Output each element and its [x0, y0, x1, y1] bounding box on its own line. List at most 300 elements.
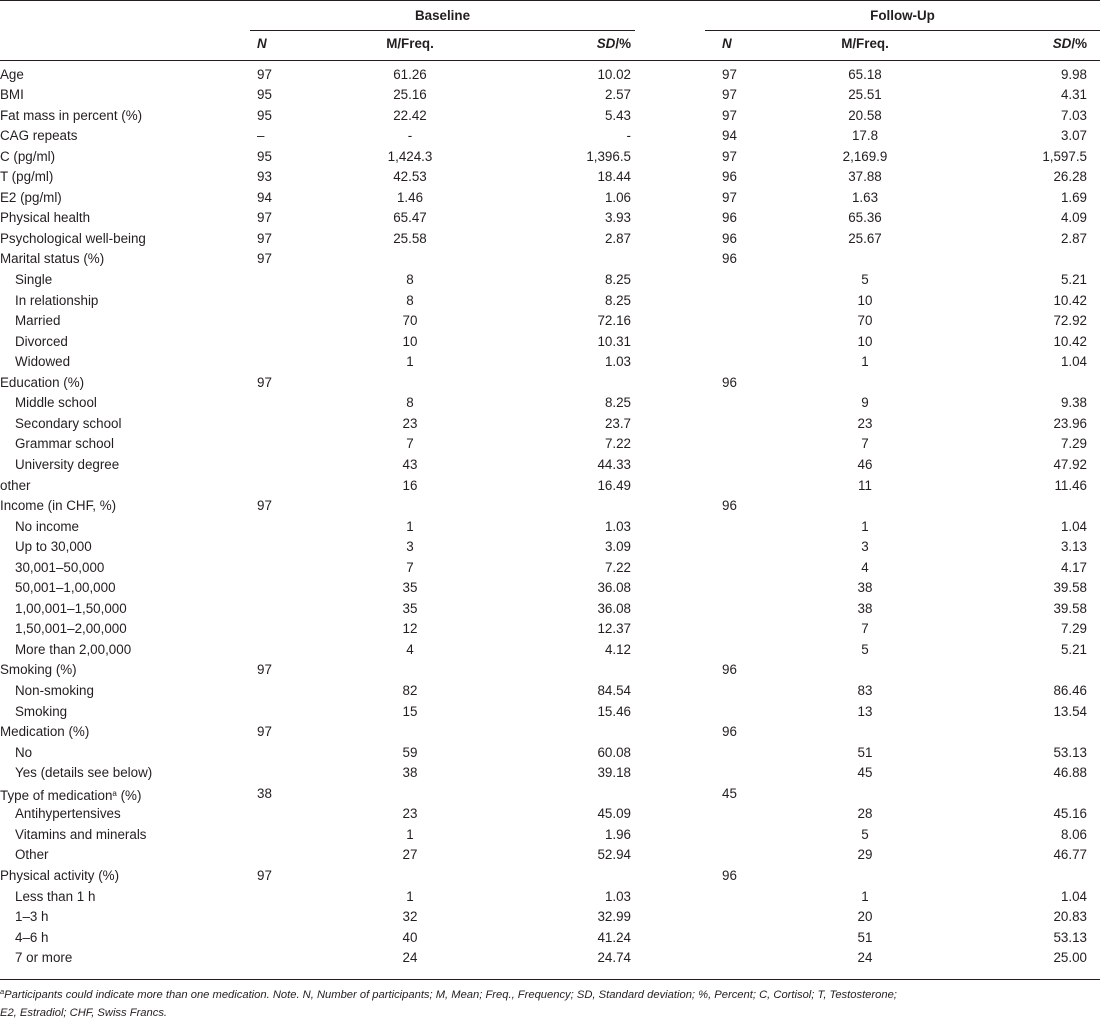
followup-m-cell: 38 [857, 600, 873, 616]
followup-sd-cell: 11.46 [1054, 477, 1087, 493]
baseline-m-cell: 32 [402, 909, 418, 925]
footnote-line-2: E2, Estradiol; CHF, Swiss Francs. [0, 1007, 168, 1019]
followup-sd-cell [980, 866, 1087, 887]
baseline-m-cell: 25.58 [393, 230, 427, 246]
baseline-n-cell: 95 [257, 148, 272, 164]
row-label [15, 517, 79, 538]
followup-m-cell: 1 [861, 888, 869, 904]
baseline-n-cell [257, 291, 297, 312]
baseline-sd-cell: 10.31 [597, 333, 631, 349]
followup-n-cell: 97 [722, 87, 737, 103]
row-label [0, 866, 119, 887]
followup-sd-cell: 4.09 [1060, 210, 1087, 226]
followup-sd-cell: 26.28 [1053, 169, 1087, 185]
row-label [0, 496, 116, 517]
row-label-text: Divorced [15, 333, 68, 349]
followup-n-cell [722, 393, 762, 414]
baseline-m-cell [340, 866, 480, 887]
row-label [15, 537, 92, 558]
followup-sd-cell: 13.54 [1053, 703, 1087, 719]
followup-n-cell [722, 311, 762, 332]
baseline-m-cell: 3 [406, 539, 414, 555]
baseline-m-cell [340, 496, 480, 517]
footnote-ref: a [112, 788, 117, 798]
followup-sd-cell: 10.42 [1053, 333, 1087, 349]
followup-sd-cell: 2.87 [1060, 230, 1087, 246]
baseline-sd-cell: 8.25 [604, 395, 631, 411]
row-label [0, 188, 62, 209]
baseline-m-cell: 1 [406, 826, 414, 842]
followup-sd-cell: 9.38 [1060, 395, 1087, 411]
followup-sd-cell: 25.00 [1053, 950, 1087, 966]
baseline-m-cell: 61.26 [393, 66, 427, 82]
followup-sd-cell: 4.31 [1060, 87, 1087, 103]
baseline-n-cell: 97 [257, 374, 272, 390]
followup-n-cell [722, 517, 762, 538]
baseline-m-cell: 15 [402, 703, 418, 719]
baseline-n-cell: 97 [257, 210, 272, 226]
baseline-m-cell: 43 [402, 456, 418, 472]
followup-group-header: Follow-Up [870, 8, 935, 23]
baseline-n-cell: – [257, 128, 265, 144]
followup-n-cell [722, 763, 762, 784]
followup-n-cell [722, 414, 762, 435]
row-label-text: Non-smoking [15, 683, 94, 698]
baseline-sd-cell: 16.49 [597, 477, 631, 493]
footnote [0, 983, 1100, 1022]
baseline-n-cell [257, 517, 297, 538]
row-label [15, 352, 70, 373]
row-label-text: 1–3 h [15, 909, 49, 925]
followup-m-cell: 7 [861, 436, 869, 452]
row-label-text: Marital status (%) [0, 251, 105, 267]
followup-n-cell: 97 [722, 66, 737, 82]
row-label [15, 558, 104, 579]
sd-label: SD [596, 36, 616, 51]
row-label [0, 722, 89, 743]
baseline-n-cell: 97 [257, 230, 272, 246]
row-label [15, 619, 127, 640]
followup-sd-cell: 5.21 [1060, 641, 1087, 657]
row-label-text: Vitamins and minerals [15, 826, 147, 842]
row-label-text: More than 2,00,000 [15, 641, 132, 657]
followup-sd-cell [980, 496, 1087, 517]
row-label-text: Type of medication [0, 787, 113, 803]
baseline-sd-cell: 72.16 [597, 313, 631, 329]
followup-sd-cell: 8.06 [1060, 826, 1087, 842]
followup-m-cell: 1.63 [851, 189, 879, 205]
followup-n-cell [722, 619, 762, 640]
baseline-n-cell: 97 [257, 251, 272, 267]
baseline-m-cell [340, 249, 480, 270]
row-label-text: Other [15, 847, 49, 863]
followup-n-cell [722, 332, 762, 353]
followup-m-cell: 5 [861, 641, 869, 657]
row-label-text: Age [0, 66, 24, 82]
followup-sd-cell: 47.92 [1053, 456, 1087, 472]
baseline-sd-cell: 7.22 [604, 559, 631, 575]
followup-sd-cell: 1.69 [1060, 189, 1087, 205]
row-label-text: T (pg/ml) [0, 169, 54, 185]
baseline-m-cell: 35 [402, 580, 418, 596]
followup-sd-cell: 53.13 [1053, 744, 1087, 760]
row-label-text: Middle school [15, 395, 97, 411]
followup-m-cell: 2,169.9 [842, 148, 888, 164]
baseline-sd-cell: 3.09 [604, 539, 631, 555]
footnote-text-1: Participants could indicate more than one medication. Note. N, Number of participants; M, Mean; Freq., Frequency; SD, Standard deviation; %, Percent; C, Cortisol; T, Testosterone; [4, 989, 897, 1001]
baseline-sd-cell: - [626, 128, 631, 144]
baseline-m-cell: 70 [402, 313, 418, 329]
followup-n-cell: 97 [722, 107, 737, 123]
row-label [15, 702, 67, 723]
followup-m-cell: 13 [857, 703, 873, 719]
followup-n-cell: 45 [722, 785, 737, 801]
followup-m-cell: 11 [858, 477, 872, 493]
baseline-sd-cell: 4.12 [604, 641, 631, 657]
followup-n-header: N [722, 36, 732, 51]
baseline-n-cell [257, 332, 297, 353]
followup-m-cell: 37.88 [848, 169, 882, 185]
baseline-m-cell: 23 [402, 806, 418, 822]
row-label [15, 270, 52, 291]
row-label [15, 804, 121, 825]
baseline-sd-cell: 45.09 [597, 806, 631, 822]
followup-n-cell: 96 [722, 724, 737, 740]
followup-sd-cell: 86.46 [1053, 683, 1087, 698]
followup-m-header: M/Freq. [841, 36, 889, 51]
row-label [15, 743, 32, 764]
baseline-n-cell [257, 270, 297, 291]
followup-m-cell: 24 [857, 950, 873, 966]
followup-m-cell: 70 [857, 313, 873, 329]
row-label [15, 825, 147, 846]
row-label-text: Married [15, 313, 61, 329]
row-label-text: Yes (details see below) [15, 765, 153, 781]
baseline-n-cell [257, 845, 297, 866]
followup-m-cell: 20.58 [848, 107, 882, 123]
followup-sd-cell: 3.07 [1060, 128, 1087, 144]
row-label-text: University degree [15, 456, 120, 472]
row-label [15, 845, 49, 866]
followup-sd-cell: 1.04 [1060, 518, 1087, 534]
row-label [15, 578, 116, 599]
followup-sd-cell: 7.29 [1060, 621, 1087, 637]
baseline-m-cell: 1.46 [396, 189, 424, 205]
baseline-sd-cell: 44.33 [597, 456, 631, 472]
followup-n-cell: 96 [722, 251, 737, 267]
baseline-m-cell: 65.47 [393, 210, 427, 226]
followup-m-cell [795, 249, 935, 270]
baseline-n-cell [257, 681, 297, 702]
baseline-n-cell: 97 [257, 662, 272, 678]
row-label-text: Secondary school [15, 415, 122, 431]
followup-m-cell: 65.36 [848, 210, 882, 226]
followup-m-cell [795, 866, 935, 887]
followup-sd-cell: 23.96 [1053, 415, 1087, 431]
baseline-m-cell: 1 [406, 888, 414, 904]
baseline-m-cell: 42.53 [393, 169, 427, 185]
baseline-sd-cell [520, 722, 631, 743]
row-label-text: Antihypertensives [15, 806, 121, 822]
row-label-suffix: (%) [116, 787, 142, 803]
baseline-n-cell [257, 743, 297, 764]
row-label [15, 599, 127, 620]
baseline-sd-cell [520, 373, 631, 394]
row-label-text: Income (in CHF, %) [0, 498, 117, 514]
row-label [15, 414, 121, 435]
baseline-n-cell: 93 [257, 169, 272, 185]
followup-group-rule [705, 30, 1100, 31]
baseline-sd-cell [520, 866, 631, 887]
row-label-text: 30,001–50,000 [15, 559, 105, 575]
baseline-group-header: Baseline [414, 8, 471, 23]
baseline-sd-cell: 8.25 [604, 292, 631, 308]
baseline-n-cell [257, 928, 297, 949]
baseline-sd-cell [520, 660, 631, 681]
followup-n-cell [722, 948, 762, 969]
row-label-text: In relationship [15, 292, 99, 308]
baseline-m-cell: 27 [402, 847, 418, 863]
followup-sd-cell [980, 784, 1087, 805]
followup-sd-cell: 53.13 [1053, 929, 1087, 945]
row-label-text: Smoking (%) [0, 662, 77, 678]
row-label-text: other [0, 477, 31, 493]
baseline-n-cell [257, 599, 297, 620]
baseline-m-cell: 1 [406, 518, 414, 534]
followup-n-cell [722, 537, 762, 558]
baseline-m-cell: - [407, 128, 413, 144]
baseline-sd-cell: 3.93 [604, 210, 631, 226]
baseline-n-cell: 95 [257, 107, 272, 123]
baseline-n-header: N [257, 36, 267, 51]
followup-m-cell: 28 [857, 806, 873, 822]
followup-m-cell: 10 [857, 333, 873, 349]
followup-m-cell: 38 [857, 580, 873, 596]
followup-sd-cell: 1,597.5 [1042, 148, 1087, 164]
percent-label: /% [615, 36, 631, 51]
row-label-text: Single [15, 272, 53, 287]
baseline-n-cell: 97 [257, 867, 272, 883]
followup-m-cell: 46 [857, 456, 873, 472]
followup-m-cell: 65.18 [848, 66, 882, 82]
row-label-text: Psychological well-being [0, 230, 146, 246]
followup-sd-cell: 39.58 [1053, 600, 1087, 616]
row-label-text: CAG repeats [0, 128, 78, 144]
baseline-sd-cell: 1.03 [604, 354, 631, 370]
baseline-sd-cell: 32.99 [597, 909, 631, 925]
row-label-text: No income [15, 518, 80, 534]
baseline-m-cell: 7 [406, 559, 414, 575]
baseline-sd-cell: 36.08 [597, 600, 631, 616]
row-label [0, 85, 24, 106]
followup-sd-cell: 10.42 [1053, 292, 1087, 308]
baseline-sd-cell: 84.54 [597, 683, 631, 698]
baseline-m-cell [340, 373, 480, 394]
footnote-marker: a [0, 987, 5, 996]
row-label [0, 249, 104, 270]
followup-sd-cell [980, 249, 1087, 270]
baseline-m-cell: 10 [402, 333, 418, 349]
followup-sd-cell: 1.04 [1060, 888, 1087, 904]
baseline-sd-cell: 10.02 [597, 66, 631, 82]
row-label [15, 887, 95, 908]
followup-sd-cell: 3.13 [1060, 539, 1087, 555]
followup-m-cell: 3 [861, 539, 869, 555]
baseline-sd-cell: 18.44 [597, 169, 631, 185]
followup-n-cell [722, 928, 762, 949]
followup-m-cell: 23 [857, 415, 873, 431]
followup-n-cell [722, 476, 762, 497]
row-label [0, 373, 84, 394]
followup-sd-header [980, 34, 1087, 55]
followup-m-cell [795, 660, 935, 681]
row-label [15, 907, 49, 928]
baseline-n-cell: 97 [257, 498, 272, 514]
row-label [0, 784, 141, 805]
baseline-m-cell: 8 [406, 272, 414, 287]
followup-m-cell: 25.51 [848, 87, 882, 103]
bottom-rule [0, 979, 1100, 980]
baseline-n-cell [257, 702, 297, 723]
baseline-sd-cell [520, 496, 631, 517]
row-label [15, 291, 98, 312]
row-label-text: Widowed [15, 354, 71, 370]
baseline-n-cell [257, 476, 297, 497]
followup-m-cell: 20 [857, 909, 873, 925]
followup-sd-cell: 20.83 [1053, 909, 1087, 925]
row-label [15, 434, 114, 455]
row-label-text: E2 (pg/ml) [0, 189, 62, 205]
followup-m-cell: 29 [857, 847, 873, 863]
sd-label: SD [1052, 36, 1072, 51]
followup-m-cell: 1 [861, 354, 869, 370]
followup-sd-cell [980, 722, 1087, 743]
followup-n-cell: 96 [722, 374, 737, 390]
followup-m-cell [795, 496, 935, 517]
followup-n-cell [722, 599, 762, 620]
row-label [15, 640, 131, 661]
followup-n-cell: 96 [722, 169, 737, 185]
followup-n-cell: 96 [722, 498, 737, 514]
baseline-n-cell [257, 558, 297, 579]
baseline-m-cell: 35 [402, 600, 418, 616]
followup-n-cell: 96 [722, 210, 737, 226]
baseline-m-cell: 8 [406, 292, 414, 308]
followup-n-cell [722, 681, 762, 702]
row-label-text: Less than 1 h [15, 888, 96, 904]
row-label-text: 1,50,001–2,00,000 [15, 621, 127, 637]
followup-m-cell: 83 [857, 683, 873, 698]
baseline-sd-cell: 2.87 [604, 230, 631, 246]
followup-n-cell [722, 455, 762, 476]
baseline-n-cell [257, 763, 297, 784]
row-label [15, 681, 94, 702]
baseline-sd-cell: 1.03 [604, 888, 631, 904]
row-label-text: Physical health [0, 210, 91, 226]
followup-m-cell: 25.67 [848, 230, 882, 246]
baseline-n-cell [257, 825, 297, 846]
baseline-n-cell [257, 619, 297, 640]
row-label-text: 7 or more [15, 950, 73, 966]
baseline-sd-cell: 1.06 [604, 189, 631, 205]
followup-n-cell [722, 352, 762, 373]
followup-n-cell: 94 [722, 128, 737, 144]
row-label-text: Grammar school [15, 436, 114, 452]
baseline-sd-cell: 36.08 [597, 580, 631, 596]
baseline-sd-cell: 24.74 [597, 950, 631, 966]
baseline-n-cell: 97 [257, 724, 272, 740]
row-label [0, 167, 53, 188]
baseline-n-cell [257, 311, 297, 332]
baseline-m-cell [340, 722, 480, 743]
followup-n-cell [722, 743, 762, 764]
row-label [15, 311, 60, 332]
baseline-sd-cell: 7.22 [604, 436, 631, 452]
baseline-n-cell [257, 948, 297, 969]
followup-sd-cell [980, 373, 1087, 394]
baseline-m-cell: 8 [406, 395, 414, 411]
followup-m-cell: 10 [857, 292, 873, 308]
row-label [0, 65, 24, 86]
baseline-n-cell [257, 352, 297, 373]
baseline-n-cell [257, 804, 297, 825]
row-label [15, 763, 152, 784]
followup-n-cell: 97 [722, 148, 737, 164]
followup-n-cell [722, 907, 762, 928]
followup-m-cell: 17.8 [851, 128, 879, 144]
footnote-line-1 [0, 983, 1100, 1004]
followup-n-cell [722, 640, 762, 661]
baseline-m-cell [340, 660, 480, 681]
followup-n-cell: 96 [722, 867, 737, 883]
baseline-n-cell [257, 455, 297, 476]
row-label [15, 455, 119, 476]
baseline-m-cell: 7 [406, 436, 414, 452]
followup-m-cell [795, 722, 935, 743]
row-label-text: Medication (%) [0, 724, 90, 740]
row-label [15, 928, 49, 949]
followup-n-cell: 97 [722, 189, 737, 205]
followup-m-cell [795, 373, 935, 394]
baseline-m-cell: 4 [406, 641, 414, 657]
row-label [0, 660, 77, 681]
baseline-m-cell: 1 [406, 354, 414, 370]
followup-m-cell: 4 [861, 559, 869, 575]
baseline-n-cell [257, 537, 297, 558]
row-label-text: Fat mass in percent (%) [0, 107, 143, 123]
followup-sd-cell: 7.29 [1060, 436, 1087, 452]
row-label [0, 147, 55, 168]
baseline-sd-cell: 2.57 [604, 87, 631, 103]
row-label-text: BMI [0, 87, 24, 103]
row-label [15, 332, 68, 353]
followup-sd-cell [980, 660, 1087, 681]
followup-m-cell: 51 [857, 744, 873, 760]
row-label-text: Up to 30,000 [15, 539, 92, 555]
baseline-sd-cell [520, 249, 631, 270]
row-label [0, 126, 77, 147]
followup-n-cell [722, 291, 762, 312]
baseline-n-cell [257, 434, 297, 455]
followup-n-cell [722, 702, 762, 723]
followup-n-cell [722, 887, 762, 908]
followup-sd-cell: 45.16 [1053, 806, 1087, 822]
row-label-text: Physical activity (%) [0, 867, 120, 883]
row-label-text: Education (%) [0, 374, 85, 390]
followup-m-cell: 7 [861, 621, 869, 637]
followup-n-cell [722, 434, 762, 455]
baseline-n-cell: 94 [257, 189, 272, 205]
